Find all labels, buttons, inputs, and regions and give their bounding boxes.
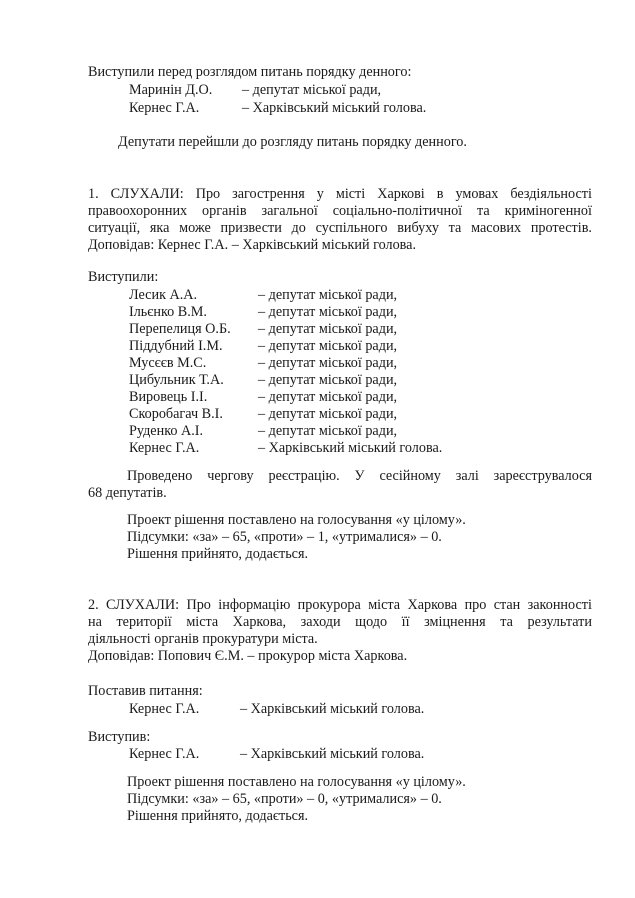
- intro-speaker-role: – Харківський міський голова.: [242, 100, 427, 116]
- word: стан: [493, 597, 521, 613]
- put-speaker-role: – Харківський міський голова.: [240, 701, 425, 717]
- word: зареєструвалося: [493, 468, 592, 484]
- speaker-role: – депутат міської ради,: [258, 389, 398, 405]
- word: соціально-політичної: [332, 203, 463, 219]
- item2-vote-put: Проект рішення поставлено на голосування «у цілому».: [127, 774, 466, 790]
- item2-title-line: діяльності органів прокуратури міста.: [88, 631, 318, 647]
- word: бездіяльності: [510, 186, 592, 202]
- word: інформацію: [218, 597, 291, 613]
- item2-spoke-heading: Виступив:: [88, 729, 151, 745]
- word: до: [291, 220, 306, 236]
- word: СЛУХАЛИ:: [110, 186, 184, 202]
- word: масових: [471, 220, 522, 236]
- transition-text: Депутати перейшли до розгляду питань порядку денного.: [118, 134, 467, 150]
- word: У: [354, 468, 365, 484]
- speaker-name: Руденко А.І.: [129, 423, 204, 439]
- item2-reporter: Доповідав: Попович Є.М. – прокурор міста Харкова.: [88, 648, 408, 664]
- word: у: [316, 186, 324, 202]
- word: Про: [186, 597, 211, 613]
- speaker-name: Мусєєв М.С.: [129, 355, 207, 371]
- word: протестів.: [530, 220, 592, 236]
- speaker-role: – депутат міської ради,: [258, 355, 398, 371]
- word: криміногенної: [504, 203, 592, 219]
- speaker-role: – депутат міської ради,: [258, 287, 398, 303]
- speaker-name: Піддубний І.М.: [129, 338, 223, 354]
- word: Харкова,: [232, 614, 287, 630]
- word: призвести: [220, 220, 282, 236]
- word: органів: [202, 203, 247, 219]
- word: правоохоронних: [88, 203, 188, 219]
- item2-vote-results: Підсумки: «за» – 65, «проти» – 0, «утрималися» – 0.: [127, 791, 442, 807]
- word: Харкові: [377, 186, 425, 202]
- intro-speaker-role: – депутат міської ради,: [242, 82, 382, 98]
- word: результати: [527, 614, 592, 630]
- word: може: [179, 220, 211, 236]
- item1-title-line: [88, 186, 592, 203]
- word: міста: [186, 614, 219, 630]
- word: ситуації,: [88, 220, 141, 236]
- word: 1.: [88, 186, 99, 202]
- registration-count: 68 депутатів.: [88, 485, 167, 501]
- speaker-role: – депутат міської ради,: [258, 338, 398, 354]
- speaker-name: Ільєнко В.М.: [129, 304, 207, 320]
- word: місті: [335, 186, 366, 202]
- word: чергову: [207, 468, 254, 484]
- word: сесійному: [379, 468, 441, 484]
- word: про: [464, 597, 487, 613]
- word: 2.: [88, 597, 99, 613]
- item1-vote-results: Підсумки: «за» – 65, «проти» – 1, «утрималися» – 0.: [127, 529, 442, 545]
- word: загострення: [232, 186, 305, 202]
- item1-reporter: Доповідав: Кернес Г.А. – Харківський міський голова.: [88, 237, 417, 253]
- word: суспільного: [315, 220, 388, 236]
- spoke-speaker-role: – Харківський міський голова.: [240, 746, 425, 762]
- word: Проведено: [127, 468, 193, 484]
- word: території: [116, 614, 172, 630]
- item1-speakers-heading: Виступили:: [88, 269, 159, 285]
- word: міста: [368, 597, 401, 613]
- word: вибуху: [397, 220, 439, 236]
- word: яка: [149, 220, 170, 236]
- speaker-name: Скоробагач В.І.: [129, 406, 223, 422]
- put-speaker-name: Кернес Г.А.: [129, 701, 200, 717]
- item2-title-line: [88, 597, 592, 614]
- word: в: [436, 186, 444, 202]
- word: СЛУХАЛИ:: [106, 597, 180, 613]
- word: її: [401, 614, 410, 630]
- word: та: [477, 203, 490, 219]
- word: та: [500, 614, 513, 630]
- speaker-role: – депутат міської ради,: [258, 321, 398, 337]
- intro-speaker-name: Маринін Д.О.: [129, 82, 213, 98]
- word: зміцнення: [424, 614, 486, 630]
- item2-put-heading: Поставив питання:: [88, 683, 203, 699]
- item2-title-line: [88, 614, 592, 631]
- word: та: [448, 220, 462, 236]
- speaker-role: – Харківський міський голова.: [258, 440, 443, 456]
- speaker-name: Лесик А.А.: [129, 287, 198, 303]
- word: умовах: [455, 186, 499, 202]
- word: Про: [195, 186, 221, 202]
- speaker-name: Цибульник Т.А.: [129, 372, 224, 388]
- word: законності: [527, 597, 592, 613]
- word: щодо: [355, 614, 388, 630]
- item1-title-line: [88, 203, 592, 220]
- speaker-role: – депутат міської ради,: [258, 423, 398, 439]
- word: заходи: [300, 614, 341, 630]
- word: прокурора: [297, 597, 361, 613]
- item1-decision: Рішення прийнято, додається.: [127, 546, 309, 562]
- item1-vote-put: Проект рішення поставлено на голосування «у цілому».: [127, 512, 466, 528]
- intro-speaker-name: Кернес Г.А.: [129, 100, 200, 116]
- speaker-role: – депутат міської ради,: [258, 406, 398, 422]
- spoke-speaker-name: Кернес Г.А.: [129, 746, 200, 762]
- word: на: [88, 614, 102, 630]
- intro-heading: Виступили перед розглядом питань порядку денного:: [88, 64, 412, 80]
- registration-line: [127, 468, 592, 485]
- word: реєстрацію.: [268, 468, 340, 484]
- speaker-name: Кернес Г.А.: [129, 440, 200, 456]
- item2-decision: Рішення прийнято, додається.: [127, 808, 309, 824]
- speaker-role: – депутат міської ради,: [258, 372, 398, 388]
- speaker-name: Перепелиця О.Б.: [129, 321, 231, 337]
- speaker-role: – депутат міської ради,: [258, 304, 398, 320]
- word: Харкова: [407, 597, 458, 613]
- item1-title-line: [88, 220, 592, 237]
- speaker-name: Вировець І.І.: [129, 389, 208, 405]
- word: загальної: [261, 203, 318, 219]
- word: залі: [455, 468, 479, 484]
